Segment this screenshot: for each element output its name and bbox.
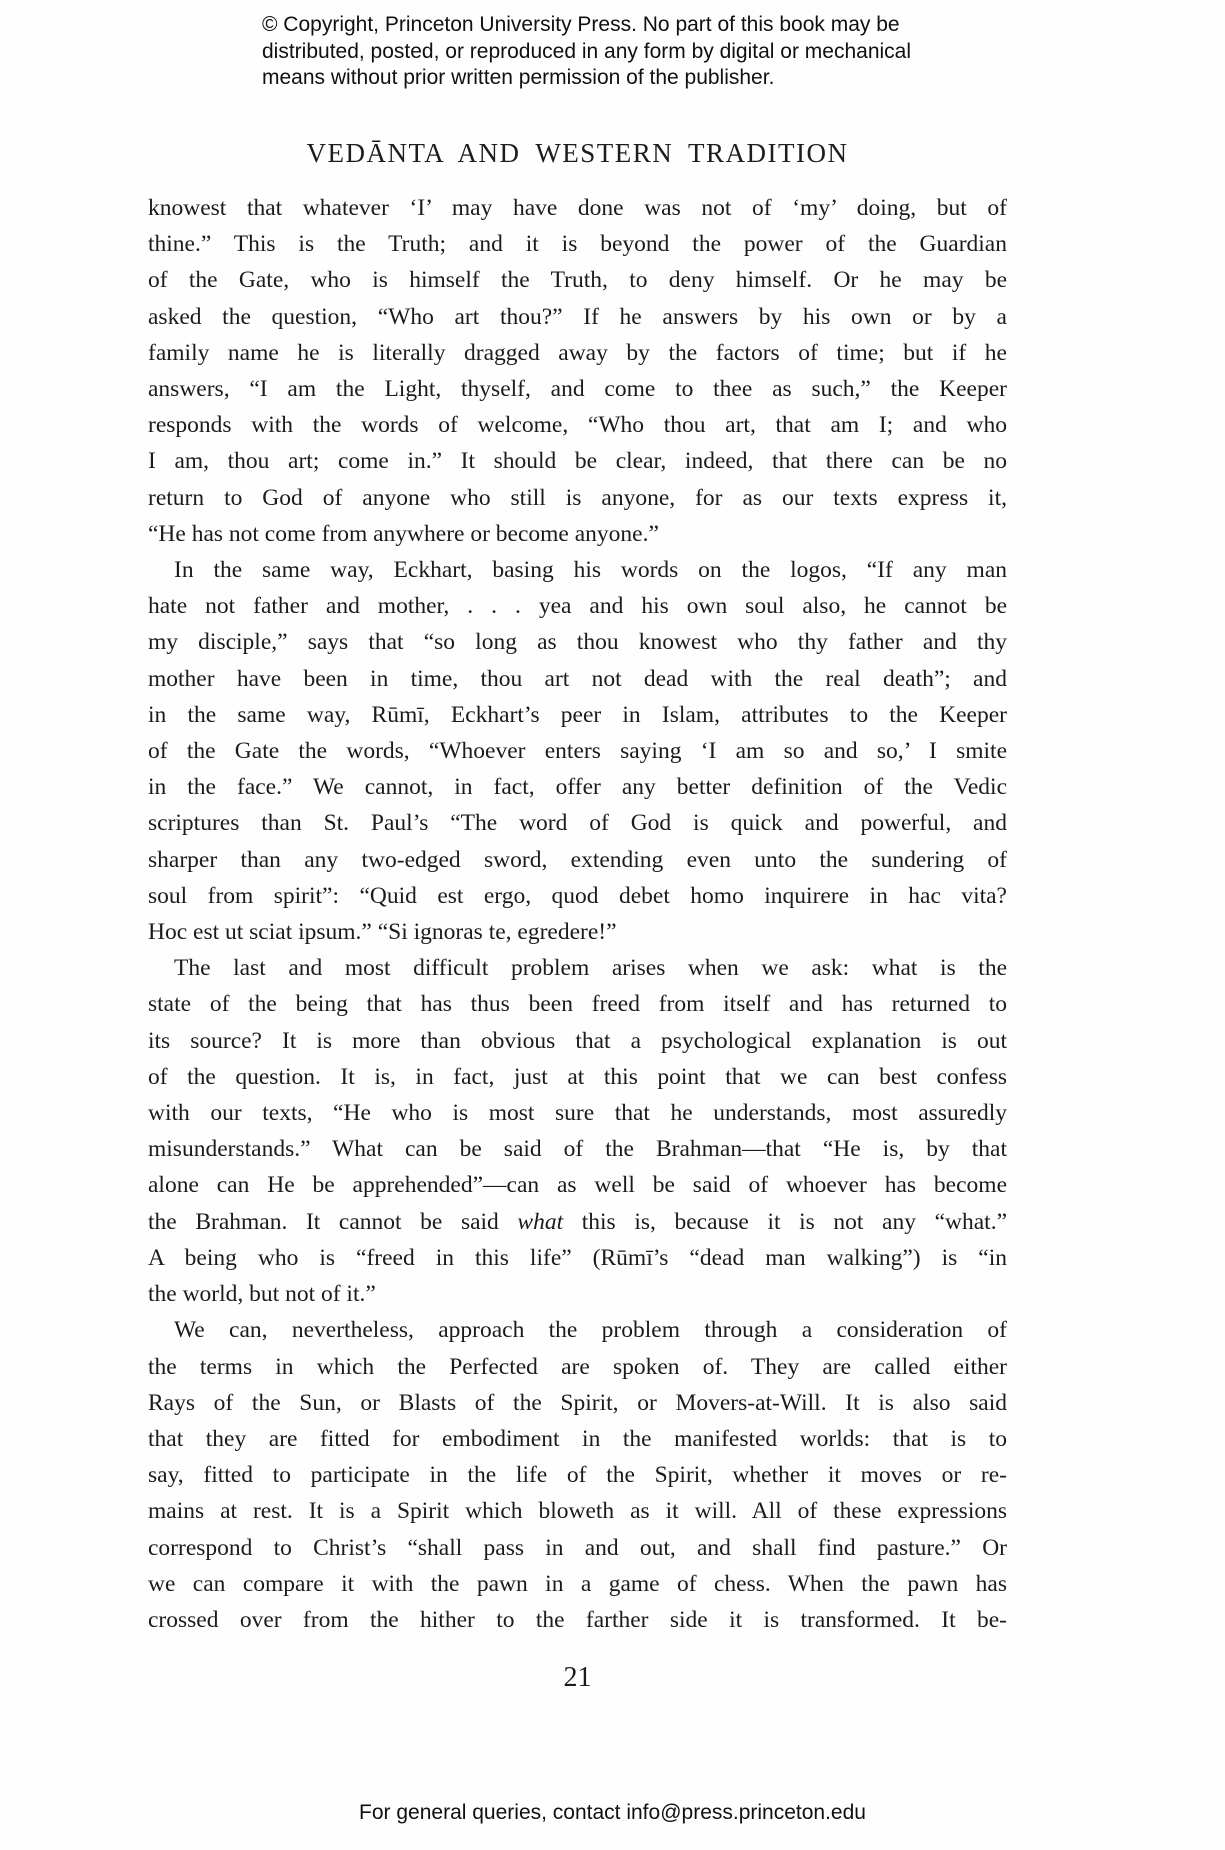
- body-line: of the question. It is, in fact, just at this point that we can best confess: [148, 1063, 1007, 1090]
- body-line: the world, but not of it.”: [148, 1281, 376, 1308]
- page-number: 21: [563, 1662, 592, 1693]
- body-line: correspond to Christ’s “shall pass in and out, and shall find pasture.” Or: [148, 1534, 1007, 1561]
- footer-contact: For general queries, contact info@press.princeton.edu: [359, 1801, 866, 1824]
- copyright-notice: [262, 12, 1002, 92]
- body-line: thine.” This is the Truth; and it is beyond the power of the Guardian: [148, 231, 1007, 258]
- body-line: In the same way, Eckhart, basing his words on the logos, “If any man: [174, 557, 1007, 584]
- body-line: soul from spirit”: “Quid est ergo, quod debet homo inquirere in hac vita?: [148, 882, 1007, 909]
- copyright-line: © Copyright, Princeton University Press. No part of this book may be: [262, 13, 900, 36]
- body-line: I am, thou art; come in.” It should be clear, indeed, that there can be no: [148, 448, 1007, 475]
- body-line: Rays of the Sun, or Blasts of the Spirit, or Movers-at-Will. It is also said: [148, 1389, 1007, 1416]
- body-line: The last and most difficult problem arises when we ask: what is the: [174, 955, 1007, 982]
- body-line: sharper than any two-edged sword, extending even unto the sundering of: [148, 846, 1007, 873]
- body-line: the terms in which the Perfected are spoken of. They are called either: [148, 1353, 1007, 1380]
- body-line: my disciple,” says that “so long as thou knowest who thy father and thy: [148, 629, 1007, 656]
- body-line: family name he is literally dragged away by the factors of time; but if he: [148, 339, 1007, 366]
- body-line: say, fitted to participate in the life of the Spirit, whether it moves or re-: [148, 1462, 1007, 1489]
- body-line: in the face.” We cannot, in fact, offer any better definition of the Vedic: [148, 774, 1007, 801]
- body-line: of the Gate the words, “Whoever enters saying ‘I am so and so,’ I smite: [148, 738, 1007, 765]
- body-line: state of the being that has thus been freed from itself and has returned to: [148, 991, 1007, 1018]
- copyright-line: distributed, posted, or reproduced in any form by digital or mechanical: [262, 39, 912, 63]
- copyright-line: means without prior written permission of the publisher.: [262, 66, 775, 89]
- body-line: in the same way, Rūmī, Eckhart’s peer in Islam, attributes to the Keeper: [148, 701, 1007, 728]
- body-line: Hoc est ut sciat ipsum.” “Si ignoras te, egredere!”: [148, 919, 617, 946]
- body-line: its source? It is more than obvious that a psychological explanation is out: [148, 1027, 1007, 1054]
- body-line: return to God of anyone who still is anyone, for as our texts express it,: [148, 484, 1007, 511]
- body-line: hate not father and mother, . . . yea and his own soul also, he cannot be: [148, 593, 1007, 620]
- body-line: of the Gate, who is himself the Truth, to deny himself. Or he may be: [148, 267, 1007, 294]
- body-line: knowest that whatever ‘I’ may have done was not of ‘my’ doing, but of: [148, 195, 1007, 221]
- body-line: crossed over from the hither to the farther side it is transformed. It be-: [148, 1606, 1007, 1633]
- body-line: mother have been in time, thou art not dead with the real death”; and: [148, 665, 1007, 692]
- body-text: [148, 190, 1007, 1638]
- body-line: A being who is “freed in this life” (Rūmī’s “dead man walking”) is “in: [148, 1244, 1007, 1271]
- body-line: the Brahman. It cannot be said what this is, because it is not any “what.”: [148, 1208, 1007, 1235]
- body-line: “He has not come from anywhere or become anyone.”: [148, 520, 659, 547]
- body-line: answers, “I am the Light, thyself, and come to thee as such,” the Keeper: [148, 376, 1007, 403]
- body-line: We can, nevertheless, approach the problem through a consideration of: [174, 1317, 1007, 1344]
- body-line: responds with the words of welcome, “Who thou art, that am I; and who: [148, 412, 1007, 439]
- body-line: alone can He be apprehended”—can as well be said of whoever has become: [148, 1172, 1007, 1199]
- body-line: mains at rest. It is a Spirit which bloweth as it will. All of these expressions: [148, 1498, 1007, 1525]
- body-line: we can compare it with the pawn in a game of chess. When the pawn has: [148, 1570, 1007, 1597]
- body-line: asked the question, “Who art thou?” If he answers by his own or by a: [148, 303, 1007, 330]
- body-line: scriptures than St. Paul’s “The word of God is quick and powerful, and: [148, 810, 1007, 837]
- body-line: with our texts, “He who is most sure that he understands, most assuredly: [148, 1100, 1007, 1127]
- body-line: misunderstands.” What can be said of the Brahman—that “He is, by that: [148, 1136, 1007, 1163]
- body-line: that they are fitted for embodiment in the manifested worlds: that is to: [148, 1425, 1007, 1452]
- chapter-title: VEDĀNTA AND WESTERN TRADITION: [306, 138, 849, 168]
